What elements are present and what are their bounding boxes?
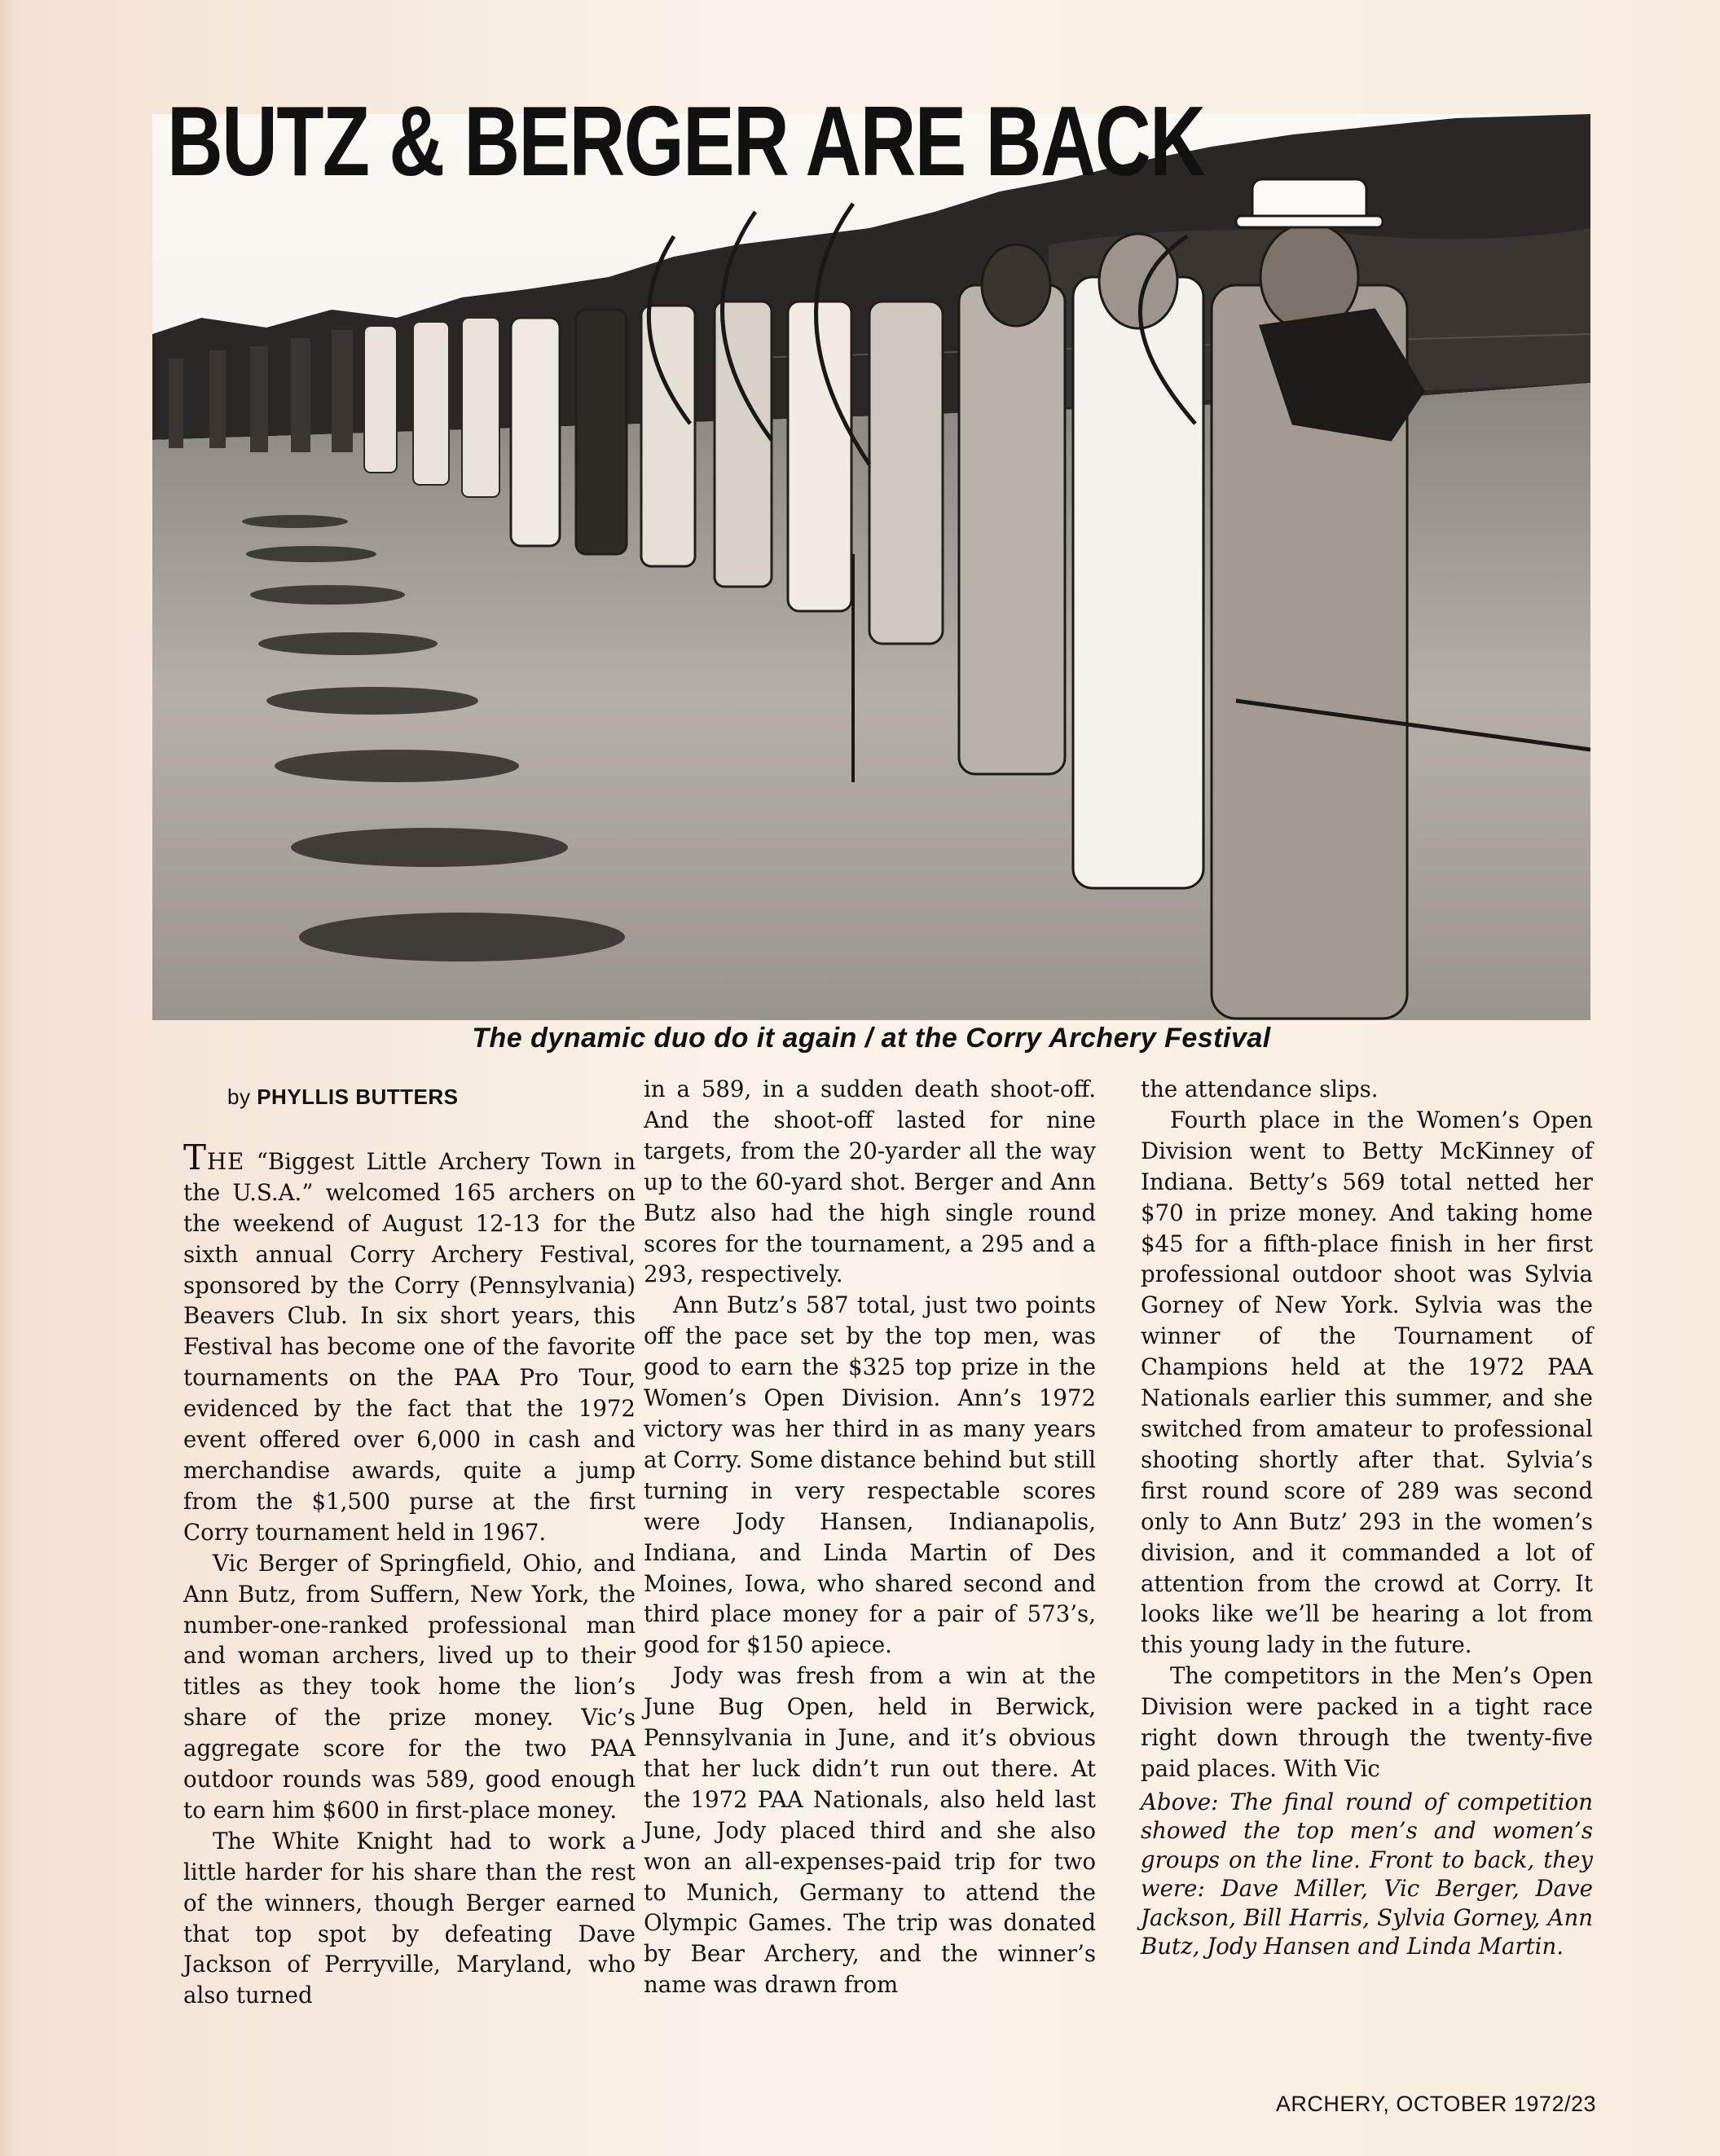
archers-photo (152, 114, 1590, 1020)
photo-caption-detail: Above: The final round of competition showed the top men’s and women’s groups on the line. Front to back, they were: Dave Miller, Vic Berger, Dave Jackson, Bill Harris, Sylvia Gorney, Ann Butz, Jody Hansen and Linda Martin. (1141, 1788, 1593, 1960)
article-column-3 (1141, 1074, 1593, 1961)
article-paragraph: Fourth place in the Women’s Open Division went to Betty McKinney of Indiana. Betty’s 569 total netted her $70 in prize money. And taking home $45 for a fifth-place finish in her first professional outdoor shoot was Sylvia Gorney of New York. Sylvia was the winner of the Tournament of Champions held at the 1972 PAA Nationals earlier this summer, and she switched from amateur to professional shooting shortly after that. Sylvia’s first round score of 289 was second only to Ann Butz’ 293 in the women’s division, and it commanded a lot of attention from the crowd at Corry. It looks like we’ll be hearing a lot from this young lady in the future. (1141, 1106, 1593, 1659)
article-paragraph: Vic Berger of Springfield, Ohio, and Ann Butz, from Suffern, New York, the number-one-ranked professional man and woman archers, lived up to their titles as they took home the lion’s share of the prize money. Vic’s aggregate score for the two PAA outdoor rounds was 589, good enough to earn him $600 in first-place money. (183, 1549, 636, 1824)
article-paragraph: in a 589, in a sudden death shoot-off. And the shoot-off lasted for nine targets, from the 20-yarder all the way up to the 60-yard shot. Berger and Ann Butz also had the high single round scores for the tournament, a 295 and a 293, respectively. (644, 1076, 1096, 1288)
lead-smallcaps: HE (207, 1147, 245, 1175)
photo-caption-headline: The dynamic duo do it again / at the Corry Archery Festival (472, 1023, 1271, 1054)
lead-text: “Biggest Little Archery Town in the U.S.A.” welcomed 165 archers on the weekend of August 12-13 for the sixth annual Corry Archery Festival, sponsored by the Corry (Pennsylvania) Beavers Club. In six short years, this Festival has become one of the favorite tournaments on the PAA Pro Tour, evidenced by the fact that the 1972 event offered over 6,000 in cash and merchandise awards, quite a jump from the $1,500 purse at the first Corry tournament held in 1967. (183, 1147, 636, 1546)
byline-prefix: by (227, 1085, 251, 1109)
page-folio: ARCHERY, OCTOBER 1972/23 (1275, 2092, 1596, 2116)
article-paragraph (183, 1137, 636, 1548)
article-paragraph: Jody was fresh from a win at the June Bug Open, held in Berwick, Pennsylvania in June, and it’s obvious that her luck didn’t run out there. At the 1972 PAA Nationals, also held last June, Jody placed third and she also won an all-expenses-paid trip for two to Munich, Germany to attend the Olympic Games. The trip was donated by Bear Archery, and the winner’s name was drawn from (644, 1662, 1096, 1999)
byline (227, 1082, 636, 1113)
byline-author: PHYLLIS BUTTERS (257, 1085, 459, 1109)
article-paragraph: the attendance slips. (1141, 1076, 1379, 1102)
article-paragraph: The competitors in the Men’s Open Division were packed in a tight race right down through the twenty-five paid places. With Vic (1141, 1662, 1593, 1782)
headline: BUTZ & BERGER ARE BACK (167, 86, 1205, 196)
article-column-1 (183, 1080, 636, 2011)
article-paragraph: The White Knight had to work a little harder for his share than the rest of the winners, though Berger earned that top spot by defeating Dave Jackson of Perryville, Maryland, who also turned (183, 1827, 636, 2009)
drop-cap: T (183, 1137, 208, 1177)
article-paragraph: Ann Butz’s 587 total, just two points off the pace set by the top men, was good to earn the $325 top prize in the Women’s Open Division. Ann’s 1972 victory was her third in as many years at Corry. Some distance behind but still turning in very respectable scores were Jody Hansen, Indianapolis, Indiana, and Linda Martin of Des Moines, Iowa, who shared second and third place money for a pair of 573’s, good for $150 apiece. (644, 1291, 1096, 1659)
article-column-2 (644, 1074, 1096, 2000)
page-edge (0, 0, 15, 2156)
